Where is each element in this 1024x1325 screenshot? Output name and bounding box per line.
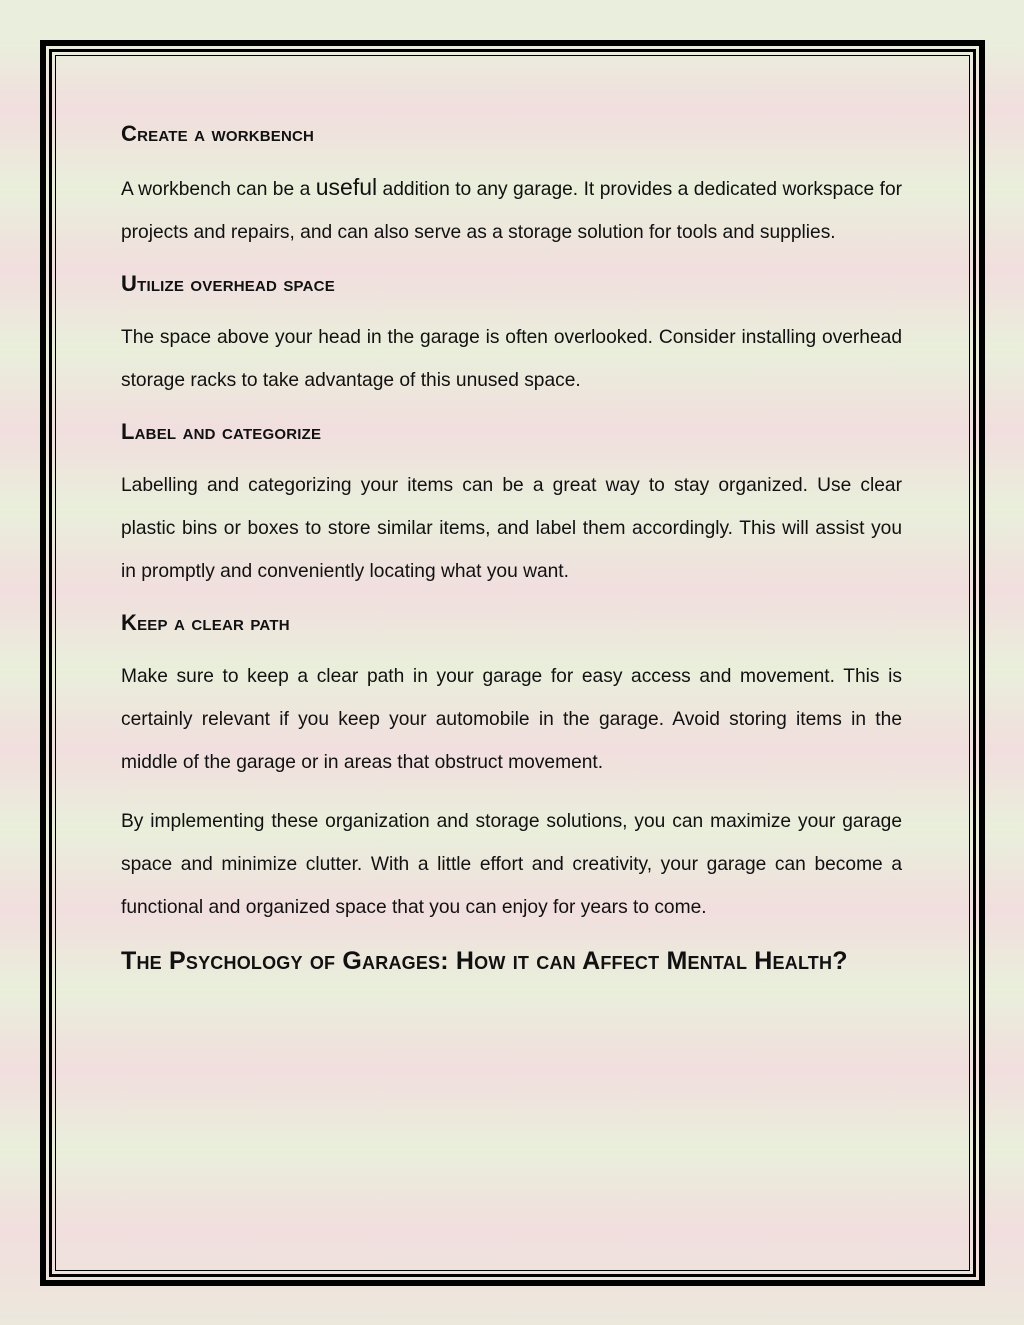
- section-heading-path: Keep a clear path: [121, 610, 290, 635]
- section-body-workbench: [121, 166, 902, 254]
- section-body-overhead: The space above your head in the garage is often overlooked. Consider installing overhead storage racks to take advantage of this unused space.: [121, 327, 902, 391]
- document-body: [121, 120, 902, 977]
- conclusion-paragraph: By implementing these organization and storage solutions, you can maximize your garage space and minimize clutter. With a little effort and creativity, your garage can become a functional and organized space that you can enjoy for years to come.: [121, 811, 902, 918]
- body-text-start: A workbench can be a: [121, 179, 316, 200]
- section-heading-workbench: Create a workbench: [121, 121, 315, 146]
- body-text-end: addition to any garage. It provides a dedicated workspace for projects and repairs, and can also serve as a storage solution for tools and supplies.: [121, 179, 902, 243]
- next-chapter-heading: The Psychology of Garages: How it can Affect Mental Health?: [121, 947, 848, 975]
- section-body-label: Labelling and categorizing your items can be a great way to stay organized. Use clear plastic bins or boxes to store similar items, and label them accordingly. This will assist you in promptly and conveniently locating what you want.: [121, 475, 902, 582]
- emphasized-word: useful: [315, 174, 378, 200]
- section-heading-label: Label and categorize: [121, 419, 322, 444]
- section-body-path: Make sure to keep a clear path in your garage for easy access and movement. This is certainly relevant if you keep your automobile in the garage. Avoid storing items in the middle of the garage or in areas that obstruct movement.: [121, 666, 902, 773]
- section-heading-overhead: Utilize overhead space: [121, 271, 335, 296]
